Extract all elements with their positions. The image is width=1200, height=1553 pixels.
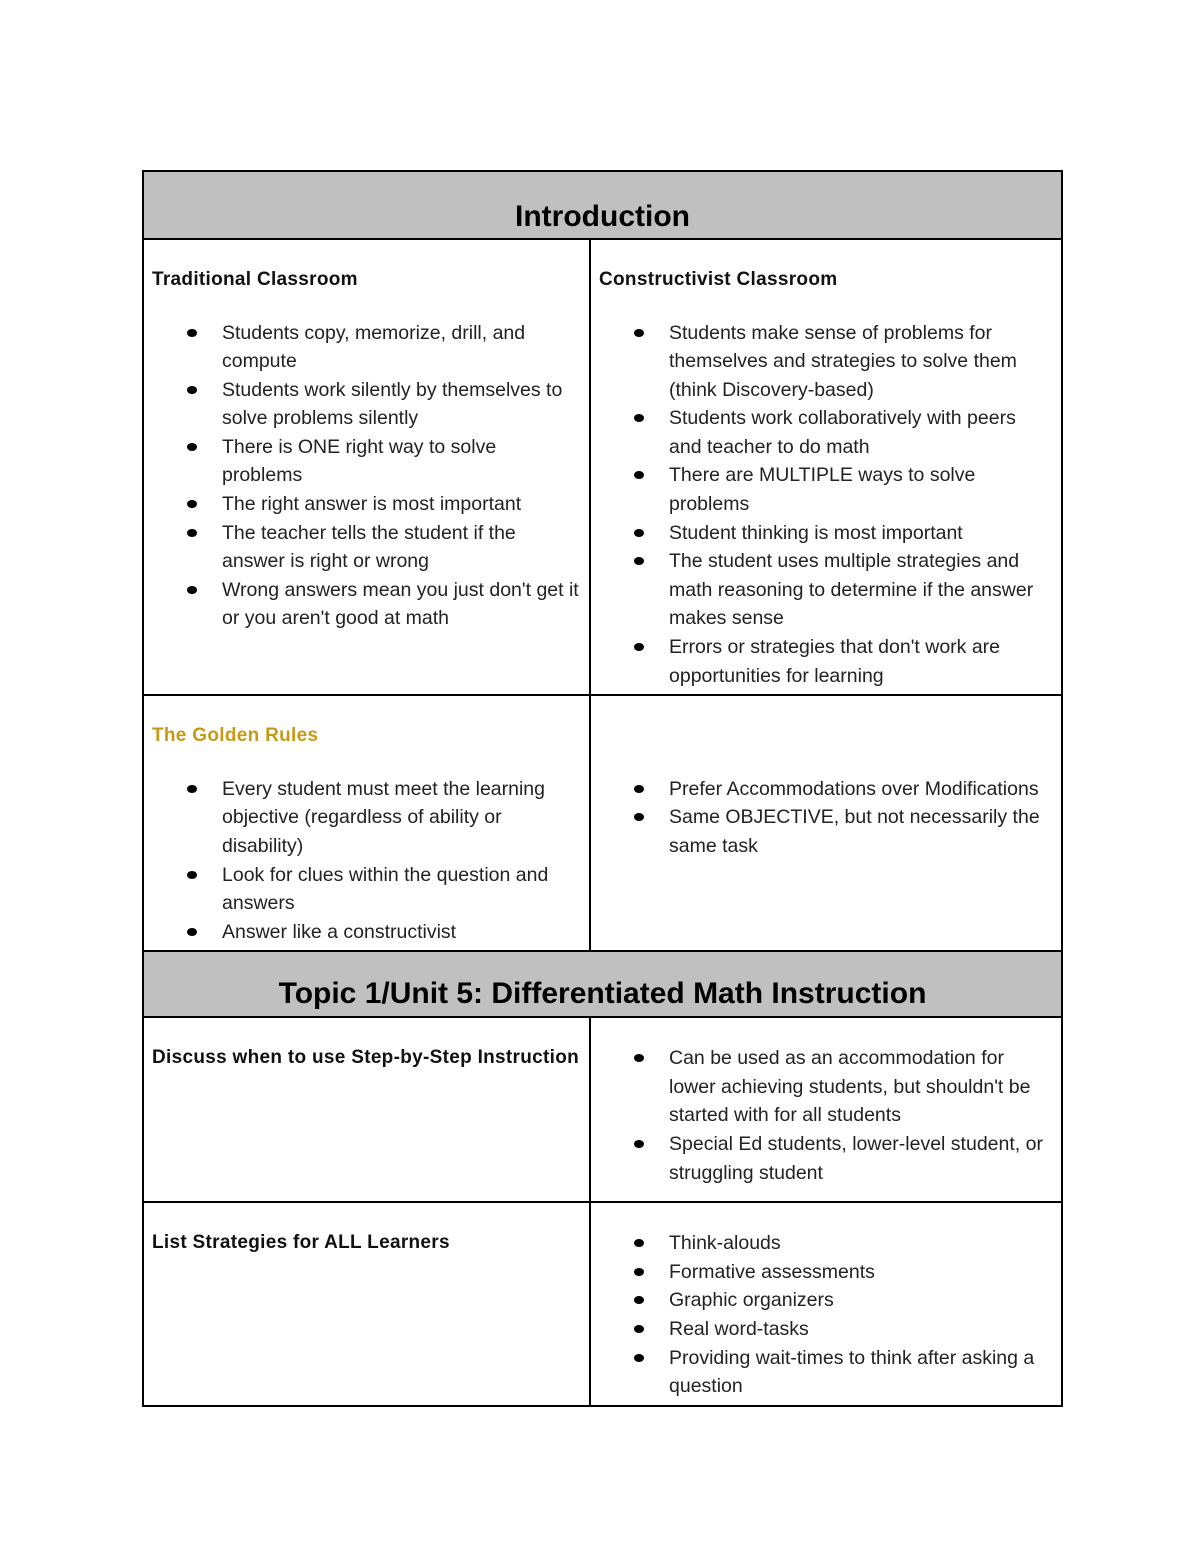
strategies-title: List Strategies for ALL Learners [152,1232,450,1254]
step-by-step-row [143,1017,1062,1202]
list-item: Prefer Accommodations over Modifications [669,775,1053,804]
golden-rules-row [143,695,1062,951]
list-item: Students work silently by themselves to solve problems silently [222,376,581,433]
step-by-step-title: Discuss when to use Step-by-Step Instruction [152,1047,580,1069]
list-item: Look for clues within the question and answers [222,861,581,918]
list-item: Students copy, memorize, drill, and compute [222,319,581,376]
step-by-step-list [599,1044,1053,1187]
strategies-answer-cell [590,1202,1062,1406]
golden-rules-right-list [599,775,1053,861]
list-item: Errors or strategies that don't work are opportunities for learning [669,633,1053,690]
list-item: Students work collaboratively with peers and teacher to do math [669,404,1053,461]
strategies-prompt-cell [143,1202,590,1406]
list-item: There are MULTIPLE ways to solve problems [669,461,1053,518]
classroom-comparison-row [143,239,1062,695]
constructivist-classroom-list [599,319,1053,691]
golden-rules-right-cell [590,695,1062,951]
traditional-classroom-list [152,319,581,634]
list-item: There is ONE right way to solve problems [222,433,581,490]
list-item: The teacher tells the student if the answer is right or wrong [222,519,581,576]
constructivist-classroom-title: Constructivist Classroom [599,269,838,290]
golden-rules-title: The Golden Rules [152,725,319,747]
introduction-header-row [143,171,1062,239]
notes-table [142,170,1063,1407]
list-item: Formative assessments [669,1258,1053,1287]
traditional-classroom-cell [143,239,590,695]
list-item: Student thinking is most important [669,519,1053,548]
list-item: Every student must meet the learning objective (regardless of ability or disability) [222,775,581,861]
topic1-header-row [143,951,1062,1017]
strategies-list [599,1229,1053,1401]
topic1-header: Topic 1/Unit 5: Differentiated Math Instruction [143,951,1062,1017]
list-item: Students make sense of problems for themselves and strategies to solve them (think Discovery-based) [669,319,1053,405]
step-by-step-answer-cell [590,1017,1062,1202]
list-item: Providing wait-times to think after asking a question [669,1344,1053,1401]
list-item: Can be used as an accommodation for lower achieving students, but shouldn't be started with for all students [669,1044,1053,1130]
step-by-step-prompt-cell [143,1017,590,1202]
list-item: Same OBJECTIVE, but not necessarily the same task [669,803,1053,860]
list-item: The student uses multiple strategies and math reasoning to determine if the answer makes sense [669,547,1053,633]
introduction-header: Introduction [143,171,1062,239]
strategies-row [143,1202,1062,1406]
traditional-classroom-title: Traditional Classroom [152,269,358,290]
list-item: Graphic organizers [669,1286,1053,1315]
constructivist-classroom-cell [590,239,1062,695]
list-item: Special Ed students, lower-level student, or struggling student [669,1130,1053,1187]
golden-rules-left-list [152,775,581,947]
list-item: Wrong answers mean you just don't get it or you aren't good at math [222,576,581,633]
list-item: Real word-tasks [669,1315,1053,1344]
golden-rules-left-cell [143,695,590,951]
list-item: Answer like a constructivist [222,918,581,947]
list-item: The right answer is most important [222,490,581,519]
list-item: Think-alouds [669,1229,1053,1258]
